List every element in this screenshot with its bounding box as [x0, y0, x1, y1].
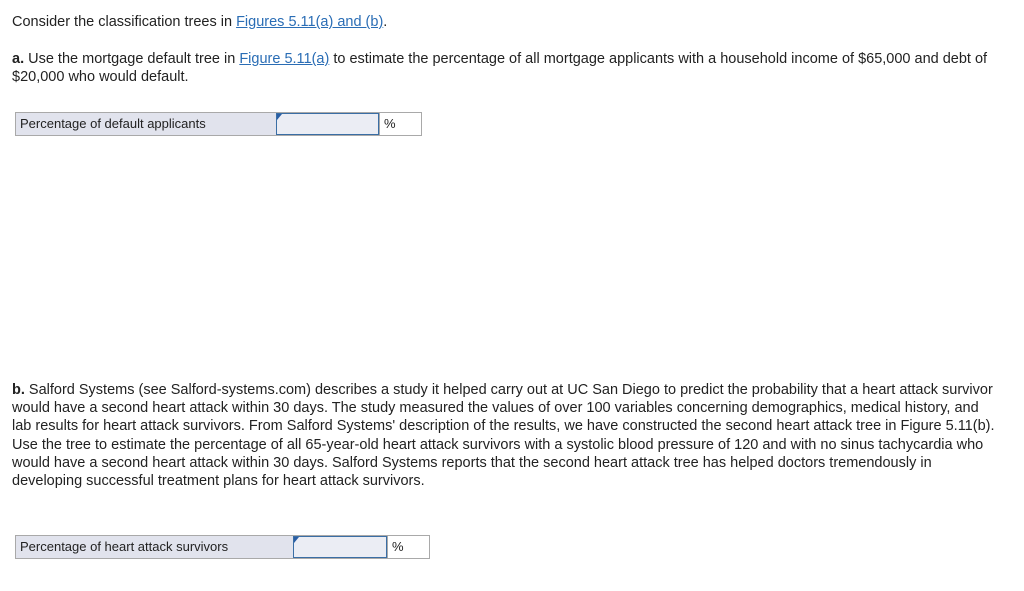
figures-link[interactable]: Figures 5.11(a) and (b): [236, 14, 384, 30]
part-b-question: [12, 381, 1002, 490]
part-a-text-after: to estimate the percentage of all mortgage applicants with a household income of $65,000 and debt of $20,000 who would default.: [12, 51, 988, 86]
figure-a-link[interactable]: Figure 5.11(a): [239, 51, 330, 67]
intro-suffix: .: [383, 14, 388, 30]
part-a-input-wrap: [276, 113, 379, 135]
part-b-unit: %: [387, 536, 429, 558]
part-b-input-wrap: [293, 536, 387, 558]
part-a-unit: %: [379, 113, 421, 135]
part-a-text-before: Use the mortgage default tree in: [24, 51, 240, 67]
part-a-answer-row: [15, 112, 422, 136]
part-b-label: b.: [12, 382, 25, 398]
intro-prefix: Consider the classification trees in: [12, 14, 237, 30]
default-percentage-input[interactable]: [276, 113, 379, 135]
part-a-answer-label: Percentage of default applicants: [16, 113, 276, 135]
part-b-answer-label: Percentage of heart attack survivors: [16, 536, 293, 558]
part-b-answer-row: [15, 535, 430, 559]
part-a-question: [12, 50, 1002, 86]
part-a-label: a.: [12, 51, 25, 67]
part-b-text: Salford Systems (see Salford-systems.com) describes a study it helped carry out at UC San Diego to predict the probability that a heart attack survivor would have a second heart attack within 30 days. The study measured the values of over 100 variables concerning demographics, medical history, and lab results for heart attack survivors. From Salford Systems' description of the results, we have constructed the second heart attack tree in Figure 5.11(b). Use the tree to estimate the percentage of all 65-year-old heart attack survivors with a systolic blood pressure of 120 and with no sinus tachycardia who would have a second heart attack within 30 days. Salford Systems reports that the second heart attack tree has helped doctors tremendously in developing successful treatment plans for heart attack survivors.: [12, 382, 995, 490]
heart-attack-percentage-input[interactable]: [293, 536, 387, 558]
intro-text: [12, 13, 387, 31]
